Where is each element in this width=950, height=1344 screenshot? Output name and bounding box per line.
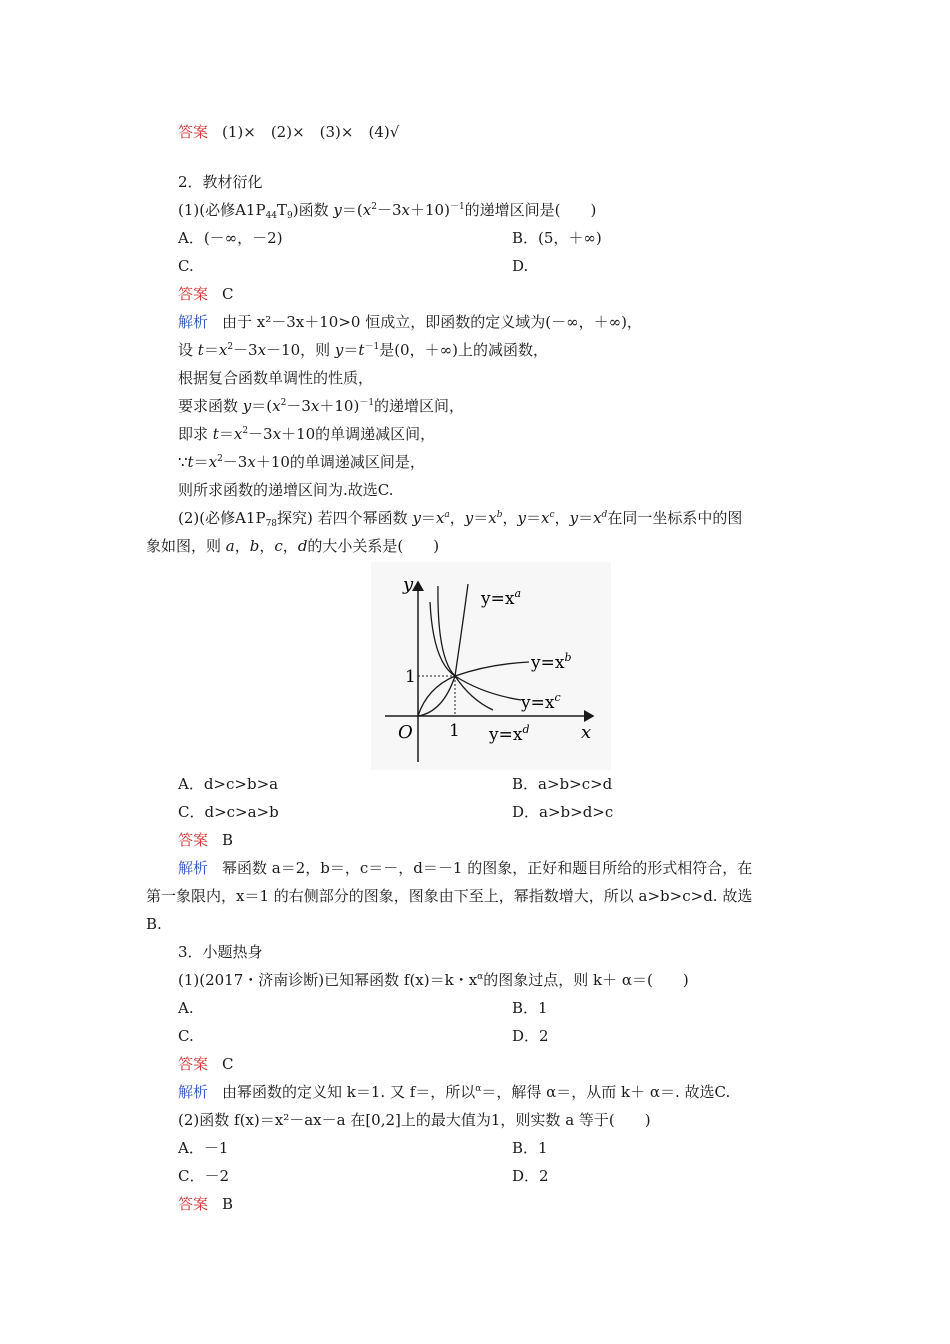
analysis-text: 的单调递减区间， xyxy=(315,425,436,443)
analysis-line xyxy=(178,312,642,332)
analysis-text: 设 xyxy=(178,341,194,359)
power-function-graph xyxy=(371,562,611,770)
answer-line xyxy=(178,830,233,850)
source-sub: 9 xyxy=(287,211,293,221)
option-b: B．1 xyxy=(512,999,548,1017)
analysis-line: 要求函数 $y=(x^2-3x+10)^{-1}$的递增区间， xyxy=(178,397,465,415)
answer-value: B xyxy=(222,1195,234,1213)
curve-label-text: y=x xyxy=(531,653,565,673)
option-d: D．a>b>d>c xyxy=(512,803,614,821)
option-b: B．1 xyxy=(512,1139,548,1157)
analysis-line: 第一象限内，x＝1 的右侧部分的图象，图象由下至上，幂指数增大，所以 a>b>c>d. 故选 xyxy=(146,887,753,905)
answer-line-1 xyxy=(178,122,399,142)
curve-label-a xyxy=(480,587,521,609)
analysis-text: 由幂函数的定义知 k＝1. 又 f＝，所以 xyxy=(222,1083,476,1101)
question-number: (1) xyxy=(178,201,200,219)
curve-label-text: y=x xyxy=(489,725,523,745)
answer-value: B xyxy=(222,831,234,849)
stem-sup: α xyxy=(477,972,484,982)
curve-label-exp: d xyxy=(522,723,530,736)
answer-label: 答案 xyxy=(178,285,209,303)
option-b: B．a>b>c>d xyxy=(512,775,613,793)
answer-value: C xyxy=(222,1055,234,1073)
answer-line xyxy=(178,1194,233,1214)
answer-label: 答案 xyxy=(178,1055,209,1073)
answer-line xyxy=(178,284,234,304)
option-b: B．(5，＋∞) xyxy=(512,229,602,247)
curve-label-exp: a xyxy=(514,587,521,600)
source-end: 探究) 若四个幂函数 xyxy=(277,509,408,527)
analysis-line: B. xyxy=(146,915,162,933)
answer-label: 答案 xyxy=(178,831,209,849)
option-a: A．(－∞，－2) xyxy=(178,229,283,247)
stem-text: 象如图，则 xyxy=(146,537,222,555)
option-a: A．－1 xyxy=(178,1139,229,1157)
analysis-line: 设 $t=x^2-3x-10$，则 $y=t^{-1}$是(0，＋∞)上的减函数， xyxy=(178,341,548,359)
question-2-2-stem: (2)(必修$A1P_{78}$探究) 若四个幂函数 $y=x^a$，$y=x^b$，$y=x^c$，$y=x^d$在同一坐标系中的图 xyxy=(178,509,743,529)
question-3-2-stem: (2)函数 f(x)＝x²－ax－a 在[0,2]上的最大值为1，则实数 a 等于( ) xyxy=(178,1111,651,1129)
curve-label-text: y=x xyxy=(521,693,555,713)
analysis-line: 则所求函数的递增区间为.故选C. xyxy=(178,481,394,499)
analysis-sup: α xyxy=(475,1084,482,1094)
answer-line xyxy=(178,1054,234,1074)
option-a: A．d>c>b>a xyxy=(178,775,279,793)
source-end: )函数 xyxy=(292,201,329,219)
tick-label-x-1: 1 xyxy=(449,721,460,741)
question-2-1-stem: (1)(必修$A1P_{44}T_9$)函数 $y=(x^2-3x+10)^{-1}$的递增区间是( ) xyxy=(178,201,597,221)
source: (2)(必修A1P xyxy=(178,509,266,527)
curve-label-b xyxy=(530,651,571,673)
option-d: D．2 xyxy=(512,1027,549,1045)
curve-label-exp: c xyxy=(554,691,561,704)
source: (必修A1P xyxy=(199,201,266,219)
analysis-text: 上的减函数， xyxy=(457,341,548,359)
stem-text: 的图象过点，则 k＋ α＝( ) xyxy=(483,971,689,989)
answer-label: 答案 xyxy=(178,123,209,141)
analysis-line: 根据复合函数单调性的性质， xyxy=(178,369,374,387)
analysis-label: 解析 xyxy=(178,1083,209,1101)
analysis-text: 即求 xyxy=(178,425,209,443)
analysis-text: 要求函数 xyxy=(178,397,239,415)
analysis-label: 解析 xyxy=(178,313,209,331)
curve-label-text: y=x xyxy=(481,589,515,609)
option-d: D. xyxy=(512,257,529,275)
answer-label: 答案 xyxy=(178,1195,209,1213)
option-c: C. xyxy=(178,257,194,275)
source-mid: T xyxy=(277,201,288,219)
y-axis-label: y xyxy=(403,574,414,595)
source-sub: 78 xyxy=(265,519,278,529)
curve-label-c xyxy=(520,691,561,713)
analysis-text: 由于 x²－3x＋10>0 恒成立，即函数的定义域为(－∞，＋∞)， xyxy=(222,313,642,331)
stem-text: 的大小关系是( ) xyxy=(307,537,440,555)
option-c: C．－2 xyxy=(178,1167,230,1185)
option-c: C．d>c>a>b xyxy=(178,803,279,821)
option-d: D．2 xyxy=(512,1167,549,1185)
stem-text: (1)(2017・济南诊断)已知幂函数 f(x)＝k・x xyxy=(178,971,478,989)
analysis-line xyxy=(178,1082,730,1102)
tick-label-y-1: 1 xyxy=(405,667,416,687)
source-sub: 44 xyxy=(265,211,278,221)
question-2-2-stem-cont: 象如图，则 a，b，c，d的大小关系是( ) xyxy=(146,537,440,555)
answer-value: C xyxy=(222,285,234,303)
section-title-3: 3．小题热身 xyxy=(178,943,263,961)
stem-end: 在同一坐标系中的图 xyxy=(607,509,743,527)
curve-label-d xyxy=(488,723,529,745)
curve-label-exp: b xyxy=(564,651,572,664)
analysis-text: 的单调递减区间是， xyxy=(289,453,425,471)
section-title-2: 2．教材衍化 xyxy=(178,173,263,191)
analysis-text: 的递增区间， xyxy=(374,397,465,415)
analysis-text: 幂函数 a＝2，b＝，c＝－，d＝－1 的图象，正好和题目所给的形式相符合，在 xyxy=(222,859,753,877)
answer-text: (1)× (2)× (3)× (4)√ xyxy=(222,123,400,141)
analysis-line xyxy=(178,858,752,878)
analysis-line: 即求 $t=x^2-3x+10$的单调递减区间， xyxy=(178,425,436,443)
question-3-1-stem xyxy=(178,970,689,990)
option-a: A. xyxy=(178,999,194,1017)
origin-label: O xyxy=(398,722,413,743)
stem-end: 的递增区间是( ) xyxy=(464,201,597,219)
analysis-line: $\because t=x^2-3x+10$的单调递减区间是， xyxy=(178,453,425,471)
analysis-label: 解析 xyxy=(178,859,209,877)
analysis-text: ＝，解得 α＝，从而 k＋ α＝. 故选C. xyxy=(481,1083,731,1101)
x-axis-label: x xyxy=(581,722,592,743)
option-c: C. xyxy=(178,1027,194,1045)
